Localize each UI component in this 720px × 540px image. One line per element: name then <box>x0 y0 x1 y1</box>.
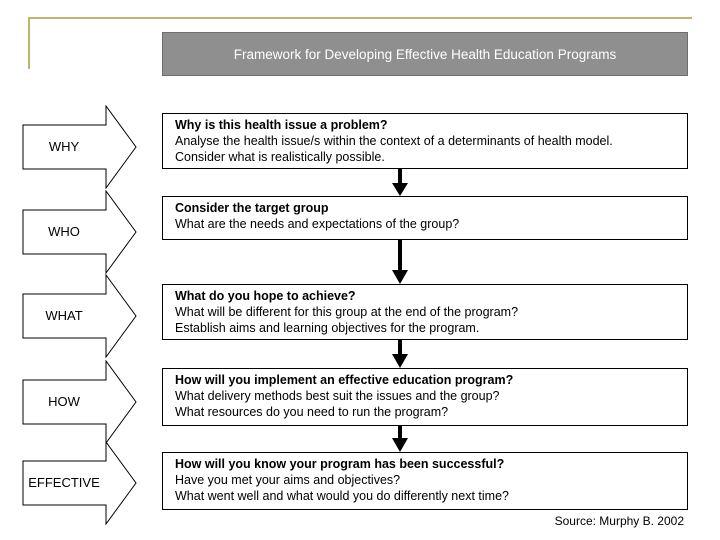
down-arrow-icon <box>392 240 408 284</box>
source-citation: Source: Murphy B. 2002 <box>554 514 684 528</box>
stage-line: What delivery methods best suit the issues and the group? <box>175 389 500 403</box>
stage-arrow-how <box>22 360 140 444</box>
stage-heading-effective: How will you know your program has been successful? <box>175 457 505 471</box>
stage-line: What resources do you need to run the program? <box>175 405 449 419</box>
stage-label-effective: EFFECTIVE <box>28 475 100 490</box>
stage-arrow-effective <box>22 441 140 525</box>
down-arrow-icon <box>392 169 408 196</box>
stage-label-how: HOW <box>48 394 80 409</box>
stage-heading-how: How will you implement an effective education program? <box>175 373 514 387</box>
decorative-left-line <box>28 17 30 69</box>
stage-line: Have you met your aims and objectives? <box>175 473 401 487</box>
stage-line: What will be different for this group at the end of the program? <box>175 305 519 319</box>
down-arrow-icon <box>392 426 408 452</box>
stage-heading-why: Why is this health issue a problem? <box>175 118 388 132</box>
stage-line: Analyse the health issue/s within the context of a determinants of health model. <box>175 134 613 148</box>
stage-label-why: WHY <box>48 139 80 154</box>
down-arrow-icon <box>392 340 408 368</box>
diagram-title <box>162 32 688 76</box>
stage-box-effective <box>162 452 688 510</box>
stage-box-why <box>162 113 688 169</box>
stage-label-who: WHO <box>48 224 80 239</box>
stage-line: Consider what is realistically possible. <box>175 150 385 164</box>
stage-line: What went well and what would you do differently next time? <box>175 489 509 503</box>
stage-box-who <box>162 196 688 240</box>
stage-heading-what: What do you hope to achieve? <box>175 289 356 303</box>
stage-arrow-who <box>22 190 140 274</box>
stage-arrow-why <box>22 105 140 189</box>
stage-label-what: WHAT <box>45 308 83 323</box>
stage-line: What are the needs and expectations of the group? <box>175 217 460 231</box>
stage-heading-who: Consider the target group <box>175 201 329 215</box>
stage-box-what <box>162 284 688 340</box>
stage-box-how <box>162 368 688 426</box>
stage-arrow-what <box>22 274 140 358</box>
stage-line: Establish aims and learning objectives for the program. <box>175 321 480 335</box>
decorative-top-line <box>28 17 692 19</box>
diagram-title-text: Framework for Developing Effective Health Education Programs <box>233 46 617 62</box>
